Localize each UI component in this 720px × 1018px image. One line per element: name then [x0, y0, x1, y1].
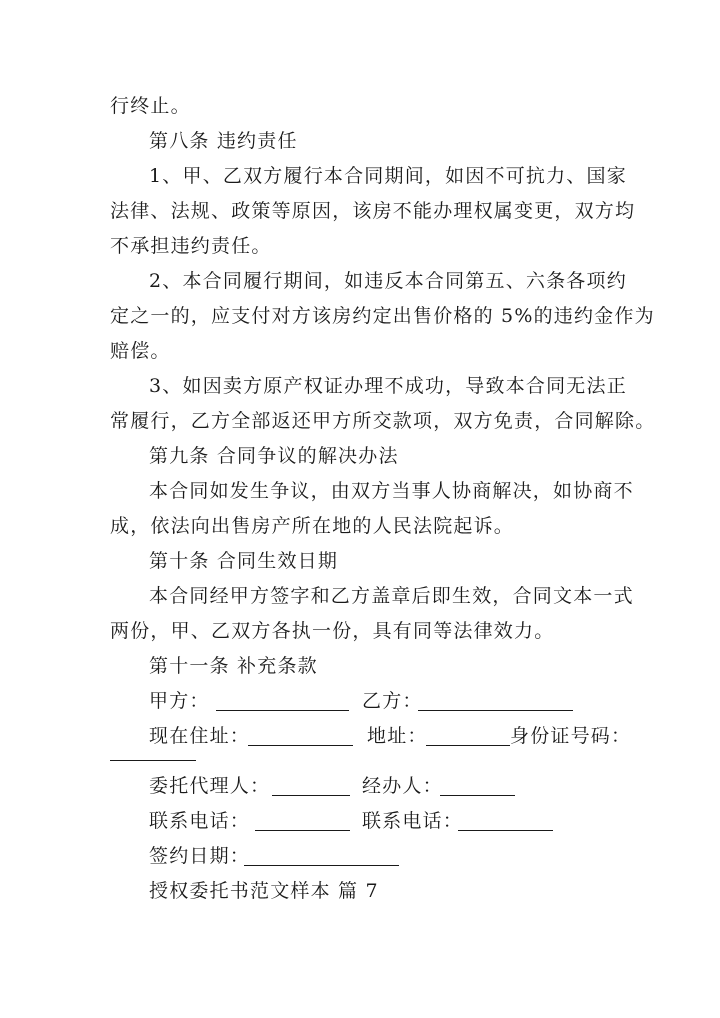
agent-label: 委托代理人：: [149, 775, 271, 797]
sign-date-label: 签约日期：: [149, 845, 251, 867]
residence-blank[interactable]: [248, 727, 353, 746]
text-line-5: 不承担违约责任。: [110, 235, 272, 257]
article-9-heading: 第九条 合同争议的解决办法: [149, 445, 399, 467]
text-line-16: 两份，甲、乙双方各执一份，具有同等法律效力。: [110, 620, 555, 642]
id-number-label: 身份证号码：: [510, 725, 632, 747]
agent-blank[interactable]: [272, 777, 350, 796]
phone-blank-1[interactable]: [255, 812, 350, 831]
text-line-1: 行终止。: [110, 95, 191, 117]
handler-label: 经办人：: [362, 775, 443, 797]
phone-label-2: 联系电话：: [362, 810, 464, 832]
sign-date-blank[interactable]: [244, 847, 399, 866]
handler-blank[interactable]: [440, 777, 515, 796]
party-a-blank[interactable]: [216, 692, 349, 711]
text-line-10: 常履行，乙方全部返还甲方所交款项，双方免责，合同解除。: [110, 410, 656, 432]
phone-blank-2[interactable]: [458, 812, 553, 831]
party-a-label: 甲方：: [149, 690, 210, 712]
text-line-4: 法律、法规、政策等原因，该房不能办理权属变更，双方均: [110, 200, 636, 222]
party-b-label: 乙方：: [362, 690, 423, 712]
next-section-title: 授权委托书范文样本 篇 7: [149, 880, 379, 902]
article-11-heading: 第十一条 补充条款: [149, 655, 318, 677]
id-number-blank[interactable]: [110, 760, 196, 761]
text-line-3: 1、甲、乙双方履行本合同期间，如因不可抗力、国家: [149, 165, 627, 187]
address-blank[interactable]: [426, 727, 510, 746]
text-line-9: 3、如因卖方原产权证办理不成功，导致本合同无法正: [149, 375, 627, 397]
article-8-heading: 第八条 违约责任: [149, 130, 298, 152]
text-line-6: 2、本合同履行期间，如违反本合同第五、六条各项约: [149, 270, 627, 292]
text-line-12: 本合同如发生争议，由双方当事人协商解决，如协商不: [149, 480, 634, 502]
party-b-blank[interactable]: [418, 692, 573, 711]
text-line-8: 赔偿。: [110, 340, 171, 362]
text-line-13: 成，依法向出售房产所在地的人民法院起诉。: [110, 515, 515, 537]
phone-label-1: 联系电话：: [149, 810, 251, 832]
text-line-15: 本合同经甲方签字和乙方盖章后即生效，合同文本一式: [149, 585, 634, 607]
residence-label: 现在住址：: [149, 725, 251, 747]
article-10-heading: 第十条 合同生效日期: [149, 550, 339, 572]
text-line-7: 定之一的，应支付对方该房约定出售价格的 5%的违约金作为: [110, 305, 655, 327]
address-label: 地址：: [367, 725, 428, 747]
